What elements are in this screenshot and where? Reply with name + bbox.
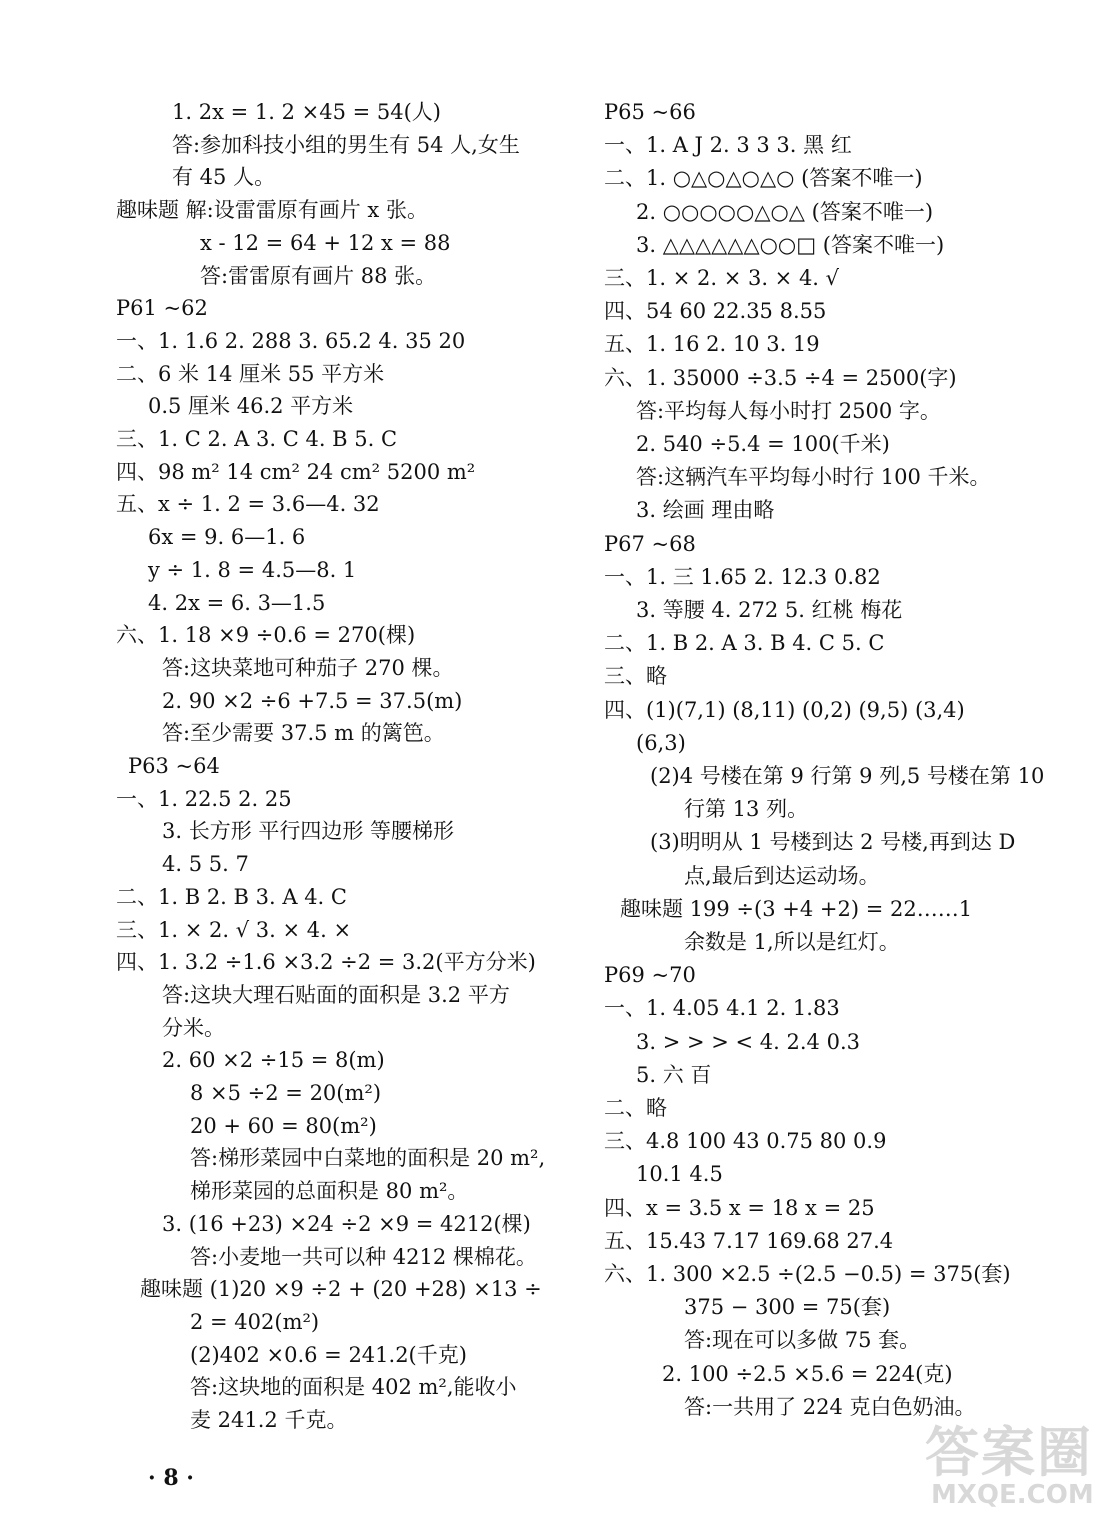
answer-line: 五、15.43 7.17 169.68 27.4 bbox=[604, 1229, 894, 1253]
answer-line: 梯形菜园的总面积是 80 m²。 bbox=[190, 1179, 469, 1203]
answer-line: 答:参加科技小组的男生有 54 人,女生 bbox=[172, 133, 520, 157]
answer-line: 3. 长方形 平行四边形 等腰梯形 bbox=[162, 819, 455, 843]
answer-line: 答:平均每人每小时打 2500 字。 bbox=[636, 399, 941, 423]
answer-line: 3. (16 +23) ×24 ÷2 ×9 = 4212(棵) bbox=[162, 1212, 531, 1236]
answer-line: (2)402 ×0.6 = 241.2(千克) bbox=[190, 1343, 467, 1367]
answer-line: 二、6 米 14 厘米 55 平方米 bbox=[116, 362, 385, 386]
answer-line: 答:小麦地一共可以种 4212 棵棉花。 bbox=[190, 1245, 537, 1269]
answer-line: 2 = 402(m²) bbox=[190, 1310, 320, 1334]
answer-line: 答:这块菜地可种茄子 270 棵。 bbox=[162, 656, 454, 680]
answer-line: 趣味题 199 ÷(3 +4 +2) = 22……1 bbox=[620, 897, 973, 921]
answer-line: 4. 2x = 6. 3—1.5 bbox=[148, 591, 326, 615]
watermark-url: MXQE.COM bbox=[931, 1480, 1094, 1510]
answer-line: 三、1. × 2. × 3. × 4. √ bbox=[604, 266, 840, 290]
answer-line: 四、1. 3.2 ÷1.6 ×3.2 ÷2 = 3.2(平方分米) bbox=[116, 950, 536, 974]
answer-line: 一、1. 22.5 2. 25 bbox=[116, 787, 292, 811]
answer-line: 三、4.8 100 43 0.75 80 0.9 bbox=[604, 1129, 887, 1153]
answer-line: 答:至少需要 37.5 m 的篱笆。 bbox=[162, 721, 445, 745]
answer-line: 行第 13 列。 bbox=[684, 797, 809, 821]
answer-line: 3. > > > < 4. 2.4 0.3 bbox=[636, 1030, 860, 1054]
answer-line: 四、54 60 22.35 8.55 bbox=[604, 299, 827, 323]
answer-line: 20 + 60 = 80(m²) bbox=[190, 1114, 377, 1138]
answer-line: 5. 六 百 bbox=[636, 1063, 712, 1087]
answer-line: 余数是 1,所以是红灯。 bbox=[684, 930, 900, 954]
answer-line: 375 − 300 = 75(套) bbox=[684, 1295, 891, 1319]
answer-line: (6,3) bbox=[636, 731, 686, 755]
answer-line: 答:这块地的面积是 402 m²,能收小 bbox=[190, 1375, 517, 1399]
answer-line: 点,最后到达运动场。 bbox=[684, 864, 880, 888]
answer-line: 一、1. A J 2. 3 3 3. 黑 红 bbox=[604, 133, 852, 157]
answer-line: 一、1. 三 1.65 2. 12.3 0.82 bbox=[604, 565, 881, 589]
answer-line: 4. 5 5. 7 bbox=[162, 852, 249, 876]
answer-line: 答:一共用了 224 克白色奶油。 bbox=[684, 1395, 976, 1419]
answer-line: 二、1. B 2. A 3. B 4. C 5. C bbox=[604, 631, 885, 655]
answer-line: 2. 540 ÷5.4 = 100(千米) bbox=[636, 432, 890, 456]
answer-line: 三、1. × 2. √ 3. × 4. × bbox=[116, 918, 352, 942]
answer-line: 2. 90 ×2 ÷6 +7.5 = 37.5(m) bbox=[162, 689, 463, 713]
answer-line: 8 ×5 ÷2 = 20(m²) bbox=[190, 1081, 382, 1105]
answer-line: 3. 绘画 理由略 bbox=[636, 498, 775, 522]
answer-line: 3. △△△△△△○○□ (答案不唯一) bbox=[636, 233, 945, 257]
answer-line: y ÷ 1. 8 = 4.5—8. 1 bbox=[148, 558, 357, 582]
answer-line: 0.5 厘米 46.2 平方米 bbox=[148, 394, 354, 418]
answer-line: 分米。 bbox=[162, 1016, 225, 1040]
answer-line: 五、x ÷ 1. 2 = 3.6—4. 32 bbox=[116, 492, 380, 516]
answer-line: 答:现在可以多做 75 套。 bbox=[684, 1328, 921, 1352]
answer-line: 1. 2x = 1. 2 ×45 = 54(人) bbox=[172, 100, 441, 124]
answer-line: 六、1. 18 ×9 ÷0.6 = 270(棵) bbox=[116, 623, 416, 647]
answer-line: 四、x = 3.5 x = 18 x = 25 bbox=[604, 1196, 875, 1220]
watermark-logo bbox=[925, 1410, 1095, 1528]
answer-line: 二、1. B 2. B 3. A 4. C bbox=[116, 885, 347, 909]
answer-line: 五、1. 16 2. 10 3. 19 bbox=[604, 332, 820, 356]
answer-line: 趣味题 (1)20 ×9 ÷2 + (20 +28) ×13 ÷ bbox=[140, 1277, 542, 1301]
answer-line: 二、1. ○△○△○△○ (答案不唯一) bbox=[604, 166, 923, 190]
answer-line: 趣味题 解:设雷雷原有画片 x 张。 bbox=[116, 198, 428, 222]
answer-line: 6x = 9. 6—1. 6 bbox=[148, 525, 306, 549]
answer-line: 麦 241.2 千克。 bbox=[190, 1408, 348, 1432]
answer-line: 2. 60 ×2 ÷15 = 8(m) bbox=[162, 1048, 385, 1072]
answer-line: 3. 等腰 4. 272 5. 红桃 梅花 bbox=[636, 598, 903, 622]
answer-line: 一、1. 1.6 2. 288 3. 65.2 4. 35 20 bbox=[116, 329, 466, 353]
answer-line: P65 ~66 bbox=[604, 100, 696, 124]
answer-line: 六、1. 35000 ÷3.5 ÷4 = 2500(字) bbox=[604, 366, 957, 390]
page-number: · 8 · bbox=[148, 1465, 194, 1491]
answer-line: 答:梯形菜园中白菜地的面积是 20 m², bbox=[190, 1146, 546, 1170]
answer-line: 答:这块大理石贴面的面积是 3.2 平方 bbox=[162, 983, 510, 1007]
answer-line: P61 ~62 bbox=[116, 296, 208, 320]
answer-line: 一、1. 4.05 4.1 2. 1.83 bbox=[604, 996, 840, 1020]
answer-line: 二、略 bbox=[604, 1096, 667, 1120]
answer-line: 答:这辆汽车平均每小时行 100 千米。 bbox=[636, 465, 991, 489]
answer-line: (2)4 号楼在第 9 行第 9 列,5 号楼在第 10 bbox=[650, 764, 1045, 788]
answer-line: 2. ○○○○○△○△ (答案不唯一) bbox=[636, 200, 934, 224]
answer-line: P69 ~70 bbox=[604, 963, 696, 987]
answer-line: 2. 100 ÷2.5 ×5.6 = 224(克) bbox=[662, 1362, 953, 1386]
answer-line: P67 ~68 bbox=[604, 532, 696, 556]
answer-line: 10.1 4.5 bbox=[636, 1162, 723, 1186]
answer-line: 三、略 bbox=[604, 664, 667, 688]
answer-line: 四、(1)(7,1) (8,11) (0,2) (9,5) (3,4) bbox=[604, 698, 965, 722]
answer-line: 四、98 m² 14 cm² 24 cm² 5200 m² bbox=[116, 460, 476, 484]
answer-line: x - 12 = 64 + 12 x = 88 bbox=[200, 231, 451, 255]
answer-line: 六、1. 300 ×2.5 ÷(2.5 −0.5) = 375(套) bbox=[604, 1262, 1011, 1286]
answer-line: (3)明明从 1 号楼到达 2 号楼,再到达 D bbox=[650, 830, 1016, 854]
answer-line: 答:雷雷原有画片 88 张。 bbox=[200, 264, 437, 288]
answer-line: 有 45 人。 bbox=[172, 165, 276, 189]
answer-line: P63 ~64 bbox=[128, 754, 220, 778]
watermark-text: 答案圈 bbox=[925, 1421, 1093, 1484]
answer-line: 三、1. C 2. A 3. C 4. B 5. C bbox=[116, 427, 398, 451]
